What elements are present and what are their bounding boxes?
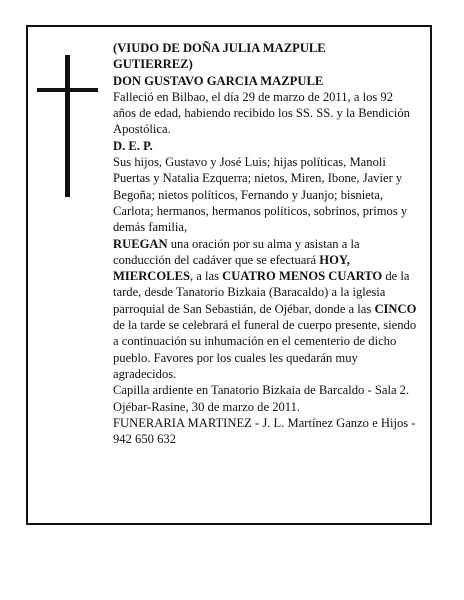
day-word: HOY, MIERCOLES xyxy=(113,252,350,284)
ruegan-word: RUEGAN xyxy=(113,236,168,251)
request-part-c: de la tarde, desde Tanatorio Bizkaia (Baracaldo) a la iglesia parroquial de San Sebastián, de Ojébar, donde a las xyxy=(113,269,410,316)
request-part-d: de la tarde se celebrará el funeral de cuerpo presente, siendo a continuación su inhumación en el cementerio de dicho pueblo. Favores por los cuales les quedarán muy agradecidos. xyxy=(113,318,417,381)
request-part-a: una oración por su alma y asistan a la conducción del cadáver que se efectuará xyxy=(113,236,360,267)
chapel-info: Capilla ardiente en Tanatorio Bizkaia de Barcaldo - Sala 2. xyxy=(113,383,410,398)
place-date: Ojébar-Rasine, 30 de marzo de 2011. xyxy=(113,399,301,414)
deceased-name xyxy=(113,73,419,89)
dep-line xyxy=(113,138,419,154)
cross-vertical-bar xyxy=(65,55,70,197)
funeral-home: FUNERARIA MARTINEZ - J. L. Martínez Ganzo e Hijos - 942 650 632 xyxy=(113,415,416,447)
widower-line-2: GUTIERREZ) xyxy=(113,57,193,72)
death-details: Falleció en Bilbao, el día 29 de marzo de 2011, a los 92 años de edad, habiendo recibido los SS. SS. y la Bendición Apostólica. xyxy=(113,89,410,137)
widower-line-1: (VIUDO DE DOÑA JULIA MAZPULE xyxy=(113,41,326,55)
deceased-name-text: DON GUSTAVO GARCIA MAZPULE xyxy=(113,73,324,88)
cross-horizontal-bar xyxy=(37,88,98,92)
funeral-request xyxy=(113,236,419,383)
widower-line xyxy=(113,40,419,73)
request-part-b: , a las xyxy=(189,269,223,284)
notice-text xyxy=(113,40,419,447)
dep-text: D. E. P. xyxy=(113,138,153,153)
cinco-word: CINCO xyxy=(374,301,417,316)
time-words: CUATRO MENOS CUARTO xyxy=(222,269,383,284)
family-list: Sus hijos, Gustavo y José Luis; hijas políticas, Manoli Puertas y Natalia Ezquerra; nietos, Miren, Ibone, Javier y Begoña; nietos políticos, Fernando y Juanjo; bisnieta, Carlota; hermanos, hermanos políticos, sobrinos, primos y demás familia, xyxy=(113,155,408,235)
